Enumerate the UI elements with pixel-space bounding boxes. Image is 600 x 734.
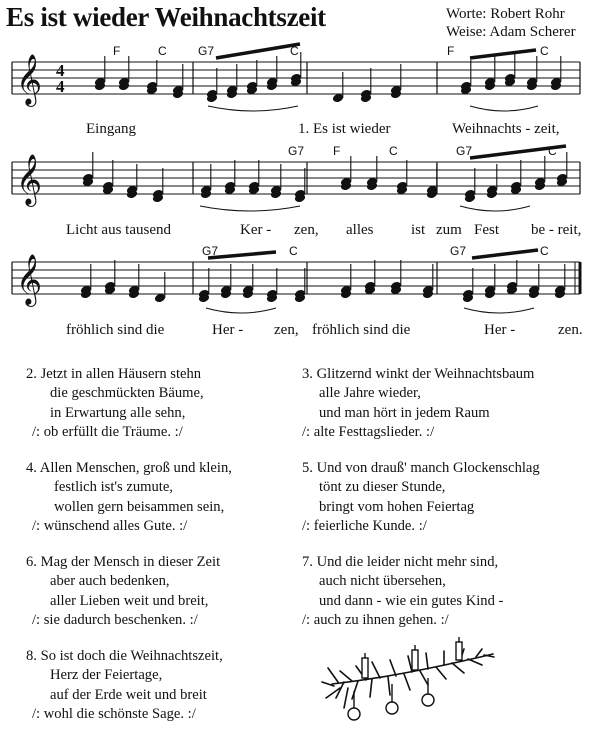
lyric: be - reit, — [531, 222, 582, 238]
chord-symbol: F — [447, 44, 455, 58]
verse-line: /: ob erfüllt die Träume. :/ — [32, 423, 183, 440]
verse-line: 5. Und von drauß' manch Glockenschlag — [302, 460, 540, 476]
lyric: zen. — [558, 322, 583, 338]
chord-symbol: C — [540, 244, 549, 258]
slur — [464, 308, 534, 313]
lyric: zen, — [294, 222, 319, 238]
slur — [200, 206, 300, 211]
verse-line: /: wohl die schönste Sage. :/ — [32, 705, 196, 722]
song-title: Es ist wieder Weihnachtszeit — [6, 2, 326, 32]
lyric: zen, — [274, 322, 299, 338]
chord-symbol: G7 — [202, 244, 219, 258]
chord-symbol: G7 — [288, 144, 305, 158]
verse-line: /: feierliche Kunde. :/ — [302, 517, 427, 534]
beam — [208, 252, 276, 258]
verse-line: 8. So ist doch die Weihnachtszeit, — [26, 648, 223, 664]
lyric: Ker - — [240, 222, 272, 238]
verse-line: und dann - wie ein gutes Kind - — [319, 592, 504, 609]
lyrics-line-2 — [0, 222, 600, 242]
lyric: 1. Es ist wieder — [298, 121, 391, 137]
verse-line: /: auch zu ihnen gehen. :/ — [302, 611, 449, 628]
chord-symbol: C — [548, 144, 557, 158]
verse-line: und man hört in jedem Raum — [319, 404, 490, 421]
verse-line: /: wünschend alles Gute. :/ — [32, 517, 188, 534]
verse-line: 4. Allen Menschen, groß und klein, — [26, 460, 232, 476]
chord-symbol: F — [333, 144, 341, 158]
verse-line: wollen gern beisammen sein, — [54, 498, 225, 515]
verse-line: /: alte Festtagslieder. :/ — [302, 423, 435, 440]
verse-line: 2. Jetzt in allen Häusern stehn — [26, 366, 202, 382]
lyric: zum — [436, 222, 462, 238]
chord-symbol: G7 — [198, 44, 215, 58]
lyric: fröhlich sind die — [312, 322, 411, 338]
lyrics-line-1 — [0, 121, 600, 141]
verse-line: 7. Und die leider nicht mehr sind, — [302, 554, 499, 570]
verse-7 — [302, 553, 503, 630]
verse-line: alle Jahre wieder, — [319, 385, 421, 402]
composer: Weise: Adam Scherer — [446, 24, 576, 40]
lyric: Her - — [484, 322, 516, 338]
verse-line: bringt vom hohen Feiertag — [319, 498, 475, 515]
beam — [470, 50, 536, 58]
lyricist: Worte: Robert Rohr — [446, 6, 565, 22]
lyric: alles — [346, 222, 374, 238]
verse-line: festlich ist's zumute, — [54, 479, 173, 496]
chord-symbol: G7 — [456, 144, 473, 158]
verse-line: auf der Erde weit und breit — [50, 686, 207, 703]
verse-6 — [26, 553, 220, 630]
beam — [472, 250, 538, 258]
treble-clef-icon: 𝄞 — [16, 254, 43, 305]
chord-symbol: C — [289, 244, 298, 258]
chord-symbol: C — [290, 44, 299, 58]
treble-clef-icon: 𝄞 — [16, 154, 43, 205]
verse-line: aller Lieben weit und breit, — [50, 592, 209, 609]
verse-line: in Erwartung alle sehn, — [50, 404, 186, 421]
time-signature: 4 — [56, 77, 65, 96]
verse-line: tönt zu dieser Stunde, — [319, 479, 446, 496]
beam — [216, 44, 300, 58]
slur — [470, 106, 538, 111]
sheet-music — [0, 0, 600, 340]
chord-symbol: C — [158, 44, 167, 58]
verse-line: aber auch bedenken, — [50, 573, 170, 590]
verse-3 — [302, 365, 534, 442]
slur — [208, 106, 298, 111]
lyric: Licht aus tausend — [66, 222, 171, 238]
verse-line: 6. Mag der Mensch in dieser Zeit — [26, 554, 221, 570]
verse-2 — [26, 365, 204, 442]
verse-8 — [26, 647, 223, 724]
chord-symbol: F — [113, 44, 121, 58]
lyric: Fest — [474, 222, 500, 238]
verse-line: die geschmückten Bäume, — [50, 385, 204, 402]
verse-line: Herz der Feiertage, — [50, 667, 163, 684]
chord-symbol: C — [540, 44, 549, 58]
verse-line: auch nicht übersehen, — [319, 573, 446, 590]
lyric: Eingang — [86, 121, 136, 137]
lyric: Her - — [212, 322, 244, 338]
treble-clef-icon: 𝄞 — [16, 54, 43, 105]
lyric: fröhlich sind die — [66, 322, 165, 338]
verse-4 — [26, 459, 232, 536]
lyrics-line-3 — [0, 322, 600, 342]
time-signature: 4 — [56, 61, 65, 80]
slur — [460, 206, 530, 211]
verse-5 — [302, 459, 540, 536]
lyric: Weihnachts - zeit, — [452, 121, 560, 137]
verse-line: 3. Glitzernd winkt der Weihnachtsbaum — [302, 366, 535, 382]
lyric: ist — [411, 222, 426, 238]
chord-symbol: G7 — [450, 244, 467, 258]
slur — [206, 308, 276, 313]
fir-branch-decoration-icon — [318, 636, 498, 728]
verse-line: /: sie dadurch beschenken. :/ — [32, 611, 198, 628]
chord-symbol: C — [389, 144, 398, 158]
